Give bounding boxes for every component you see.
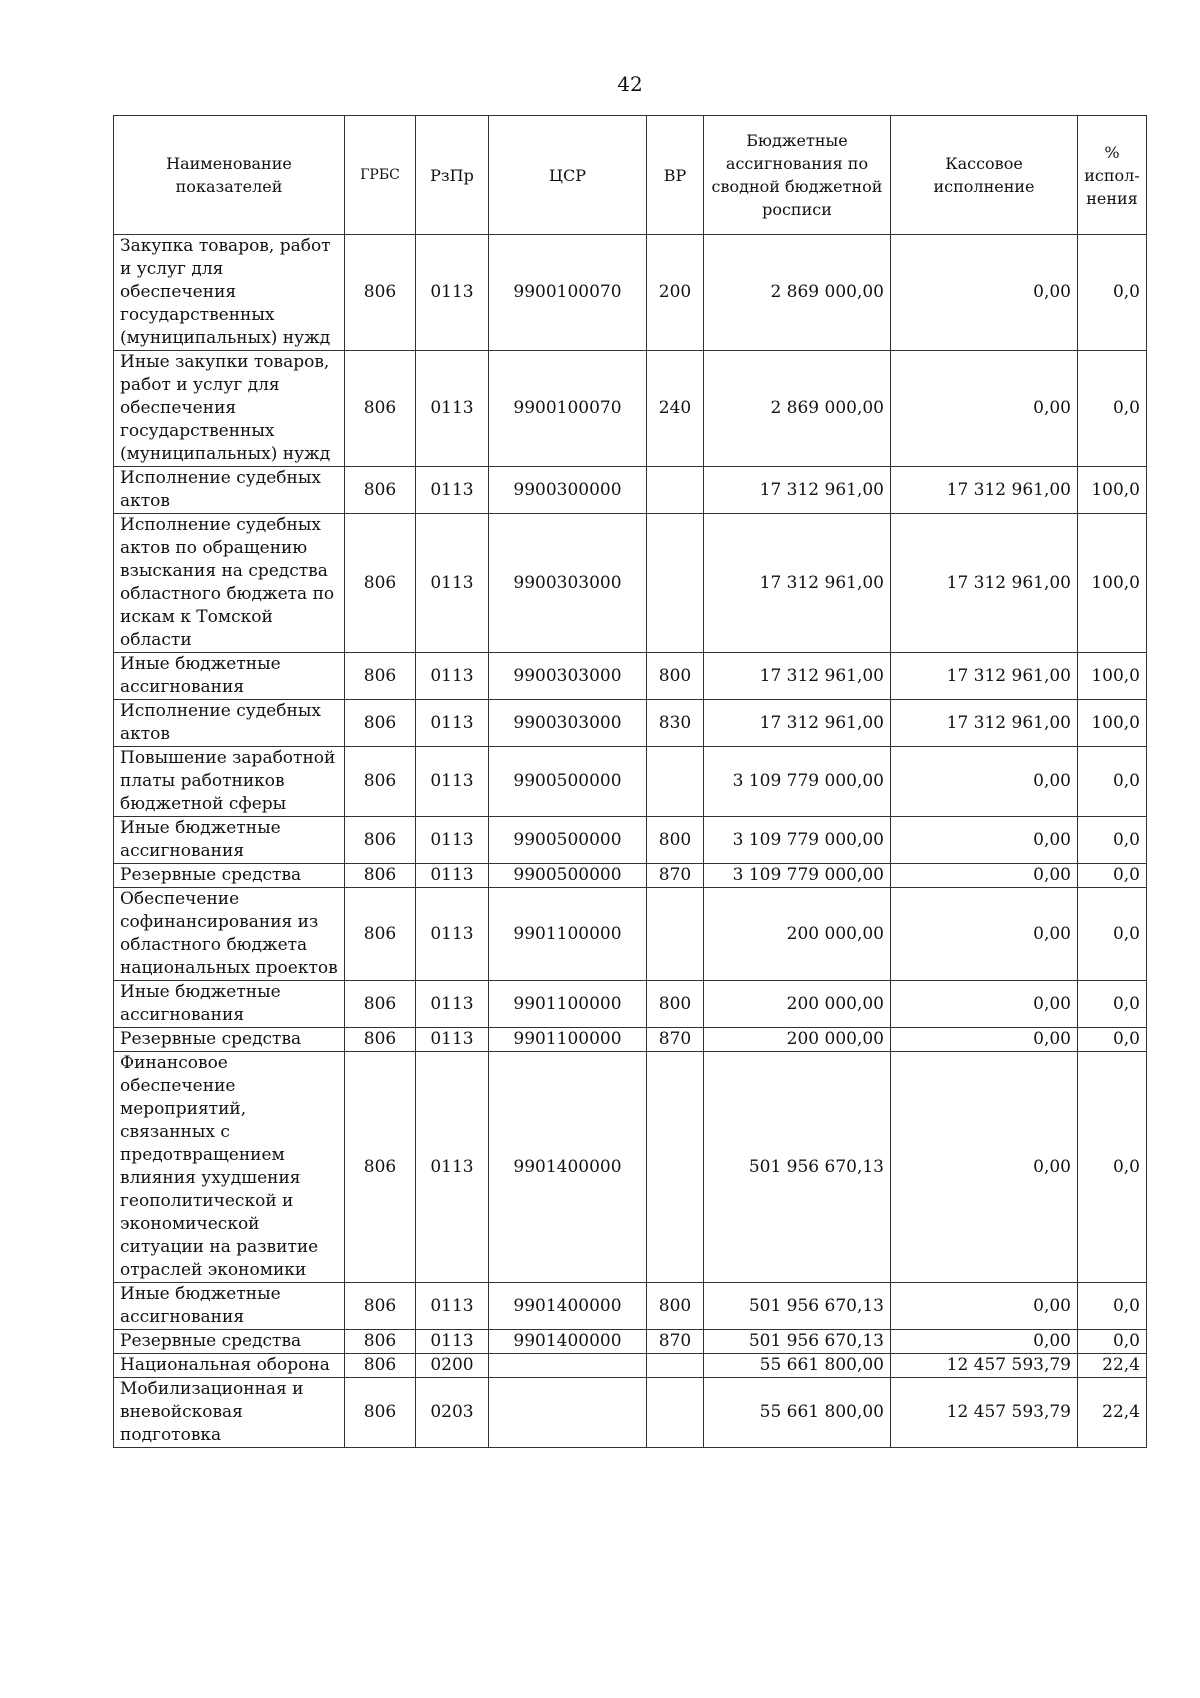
cell-budget: 3 109 779 000,00: [704, 817, 891, 864]
cell-budget: 17 312 961,00: [704, 514, 891, 653]
table-row: [114, 1283, 1147, 1330]
cell-budget: 501 956 670,13: [704, 1052, 891, 1283]
cell-grbs: 806: [345, 864, 416, 888]
cell-rzpr: 0113: [416, 817, 489, 864]
cell-grbs: 806: [345, 467, 416, 514]
table-row: [114, 1354, 1147, 1378]
cell-percent: 0,0: [1078, 817, 1147, 864]
cell-vr: 800: [647, 653, 704, 700]
cell-csr: 9900303000: [489, 514, 647, 653]
cell-csr: 9900500000: [489, 817, 647, 864]
cell-rzpr: 0113: [416, 351, 489, 467]
cell-rzpr: 0113: [416, 1052, 489, 1283]
cell-name: Иные закупки товаров, работ и услуг для обеспечения государственных (муниципальных) нужд: [114, 351, 345, 467]
header-csr: ЦСР: [489, 116, 647, 235]
cell-vr: [647, 467, 704, 514]
cell-percent: 100,0: [1078, 700, 1147, 747]
cell-cash: 17 312 961,00: [891, 514, 1078, 653]
cell-budget: 501 956 670,13: [704, 1330, 891, 1354]
cell-vr: 800: [647, 981, 704, 1028]
cell-cash: 0,00: [891, 1283, 1078, 1330]
cell-vr: [647, 1378, 704, 1448]
cell-grbs: 806: [345, 817, 416, 864]
cell-rzpr: 0200: [416, 1354, 489, 1378]
cell-budget: 501 956 670,13: [704, 1283, 891, 1330]
cell-csr: 9901100000: [489, 888, 647, 981]
cell-name: Иные бюджетные ассигнования: [114, 1283, 345, 1330]
header-row: [114, 116, 1147, 235]
cell-cash: 17 312 961,00: [891, 653, 1078, 700]
table-row: [114, 467, 1147, 514]
cell-name: Исполнение судебных актов: [114, 700, 345, 747]
cell-rzpr: 0113: [416, 1028, 489, 1052]
cell-csr: 9900100070: [489, 351, 647, 467]
cell-budget: 2 869 000,00: [704, 235, 891, 351]
cell-name: Исполнение судебных актов: [114, 467, 345, 514]
table-row: [114, 1052, 1147, 1283]
cell-vr: 800: [647, 1283, 704, 1330]
cell-cash: 17 312 961,00: [891, 467, 1078, 514]
cell-csr: [489, 1378, 647, 1448]
cell-vr: 870: [647, 864, 704, 888]
cell-name: Резервные средства: [114, 1028, 345, 1052]
cell-rzpr: 0113: [416, 1330, 489, 1354]
cell-budget: 200 000,00: [704, 981, 891, 1028]
cell-percent: 0,0: [1078, 1052, 1147, 1283]
cell-vr: 870: [647, 1028, 704, 1052]
cell-budget: 200 000,00: [704, 888, 891, 981]
cell-budget: 17 312 961,00: [704, 653, 891, 700]
header-rzpr: РзПр: [416, 116, 489, 235]
table-row: [114, 981, 1147, 1028]
cell-rzpr: 0113: [416, 467, 489, 514]
cell-csr: 9900500000: [489, 747, 647, 817]
cell-cash: 0,00: [891, 864, 1078, 888]
cell-grbs: 806: [345, 1330, 416, 1354]
cell-budget: 3 109 779 000,00: [704, 747, 891, 817]
cell-percent: 0,0: [1078, 747, 1147, 817]
cell-name: Повышение заработной платы работников бюджетной сферы: [114, 747, 345, 817]
cell-grbs: 806: [345, 1283, 416, 1330]
cell-rzpr: 0113: [416, 981, 489, 1028]
table-row: [114, 1330, 1147, 1354]
cell-grbs: 806: [345, 235, 416, 351]
cell-name: Резервные средства: [114, 1330, 345, 1354]
cell-budget: 200 000,00: [704, 1028, 891, 1052]
cell-rzpr: 0113: [416, 888, 489, 981]
cell-grbs: 806: [345, 700, 416, 747]
table-row: [114, 1028, 1147, 1052]
cell-csr: 9901400000: [489, 1330, 647, 1354]
cell-vr: 870: [647, 1330, 704, 1354]
table-row: [114, 1378, 1147, 1448]
cell-budget: 17 312 961,00: [704, 700, 891, 747]
table-row: [114, 235, 1147, 351]
cell-name: Закупка товаров, работ и услуг для обеспечения государственных (муниципальных) нужд: [114, 235, 345, 351]
cell-rzpr: 0113: [416, 235, 489, 351]
cell-rzpr: 0113: [416, 653, 489, 700]
cell-percent: 0,0: [1078, 864, 1147, 888]
cell-csr: [489, 1354, 647, 1378]
cell-vr: [647, 514, 704, 653]
cell-cash: 12 457 593,79: [891, 1354, 1078, 1378]
header-name: Наименование показателей: [114, 116, 345, 235]
cell-csr: 9900300000: [489, 467, 647, 514]
cell-rzpr: 0113: [416, 514, 489, 653]
cell-percent: 0,0: [1078, 1028, 1147, 1052]
cell-rzpr: 0113: [416, 864, 489, 888]
cell-vr: 240: [647, 351, 704, 467]
cell-cash: 12 457 593,79: [891, 1378, 1078, 1448]
header-grbs: ГРБС: [345, 116, 416, 235]
cell-cash: 0,00: [891, 888, 1078, 981]
cell-grbs: 806: [345, 888, 416, 981]
table-row: [114, 864, 1147, 888]
cell-budget: 17 312 961,00: [704, 467, 891, 514]
cell-name: Исполнение судебных актов по обращению взыскания на средства областного бюджета по искам к Томской области: [114, 514, 345, 653]
cell-vr: [647, 1354, 704, 1378]
cell-cash: 0,00: [891, 235, 1078, 351]
cell-cash: 0,00: [891, 351, 1078, 467]
cell-percent: 100,0: [1078, 514, 1147, 653]
cell-name: Иные бюджетные ассигнования: [114, 981, 345, 1028]
cell-grbs: 806: [345, 1052, 416, 1283]
cell-grbs: 806: [345, 653, 416, 700]
cell-csr: 9900303000: [489, 700, 647, 747]
table-header: [114, 116, 1147, 235]
table-row: [114, 747, 1147, 817]
cell-rzpr: 0203: [416, 1378, 489, 1448]
cell-percent: 0,0: [1078, 1330, 1147, 1354]
cell-name: Обеспечение софинансирования из областного бюджета национальных проектов: [114, 888, 345, 981]
cell-cash: 0,00: [891, 747, 1078, 817]
cell-grbs: 806: [345, 747, 416, 817]
cell-name: Иные бюджетные ассигнования: [114, 817, 345, 864]
cell-cash: 17 312 961,00: [891, 700, 1078, 747]
header-vr: ВР: [647, 116, 704, 235]
cell-grbs: 806: [345, 981, 416, 1028]
cell-cash: 0,00: [891, 981, 1078, 1028]
header-budget: Бюджетные ассигнования по сводной бюджетной росписи: [704, 116, 891, 235]
page-number: 42: [617, 72, 643, 96]
table-row: [114, 888, 1147, 981]
cell-cash: 0,00: [891, 1330, 1078, 1354]
cell-vr: 200: [647, 235, 704, 351]
cell-name: Финансовое обеспечение мероприятий, связанных с предотвращением влияния ухудшения геополитической и экономической ситуации на развитие отраслей экономики: [114, 1052, 345, 1283]
table-row: [114, 514, 1147, 653]
cell-budget: 3 109 779 000,00: [704, 864, 891, 888]
cell-percent: 22,4: [1078, 1354, 1147, 1378]
cell-cash: 0,00: [891, 1028, 1078, 1052]
cell-rzpr: 0113: [416, 700, 489, 747]
table-row: [114, 700, 1147, 747]
cell-percent: 22,4: [1078, 1378, 1147, 1448]
cell-name: Мобилизационная и вневойсковая подготовка: [114, 1378, 345, 1448]
cell-percent: 0,0: [1078, 235, 1147, 351]
cell-csr: 9900500000: [489, 864, 647, 888]
cell-csr: 9901100000: [489, 981, 647, 1028]
cell-csr: 9900303000: [489, 653, 647, 700]
cell-cash: 0,00: [891, 1052, 1078, 1283]
cell-grbs: 806: [345, 514, 416, 653]
cell-percent: 0,0: [1078, 1283, 1147, 1330]
cell-cash: 0,00: [891, 817, 1078, 864]
header-cash: Кассовое исполнение: [891, 116, 1078, 235]
budget-execution-table: [113, 115, 1147, 1448]
cell-csr: 9901400000: [489, 1052, 647, 1283]
cell-vr: 800: [647, 817, 704, 864]
cell-csr: 9901100000: [489, 1028, 647, 1052]
cell-budget: 2 869 000,00: [704, 351, 891, 467]
table-row: [114, 817, 1147, 864]
cell-name: Иные бюджетные ассигнования: [114, 653, 345, 700]
cell-budget: 55 661 800,00: [704, 1354, 891, 1378]
cell-vr: [647, 1052, 704, 1283]
cell-rzpr: 0113: [416, 1283, 489, 1330]
cell-percent: 0,0: [1078, 351, 1147, 467]
cell-csr: 9901400000: [489, 1283, 647, 1330]
table-row: [114, 653, 1147, 700]
cell-grbs: 806: [345, 1354, 416, 1378]
cell-vr: [647, 747, 704, 817]
cell-name: Национальная оборона: [114, 1354, 345, 1378]
cell-name: Резервные средства: [114, 864, 345, 888]
cell-vr: [647, 888, 704, 981]
header-percent: % испол-нения: [1078, 116, 1147, 235]
cell-percent: 0,0: [1078, 981, 1147, 1028]
cell-percent: 100,0: [1078, 653, 1147, 700]
cell-csr: 9900100070: [489, 235, 647, 351]
cell-grbs: 806: [345, 351, 416, 467]
table-body: [114, 235, 1147, 1448]
cell-budget: 55 661 800,00: [704, 1378, 891, 1448]
table-row: [114, 351, 1147, 467]
cell-grbs: 806: [345, 1028, 416, 1052]
cell-vr: 830: [647, 700, 704, 747]
cell-rzpr: 0113: [416, 747, 489, 817]
cell-grbs: 806: [345, 1378, 416, 1448]
cell-percent: 100,0: [1078, 467, 1147, 514]
cell-percent: 0,0: [1078, 888, 1147, 981]
